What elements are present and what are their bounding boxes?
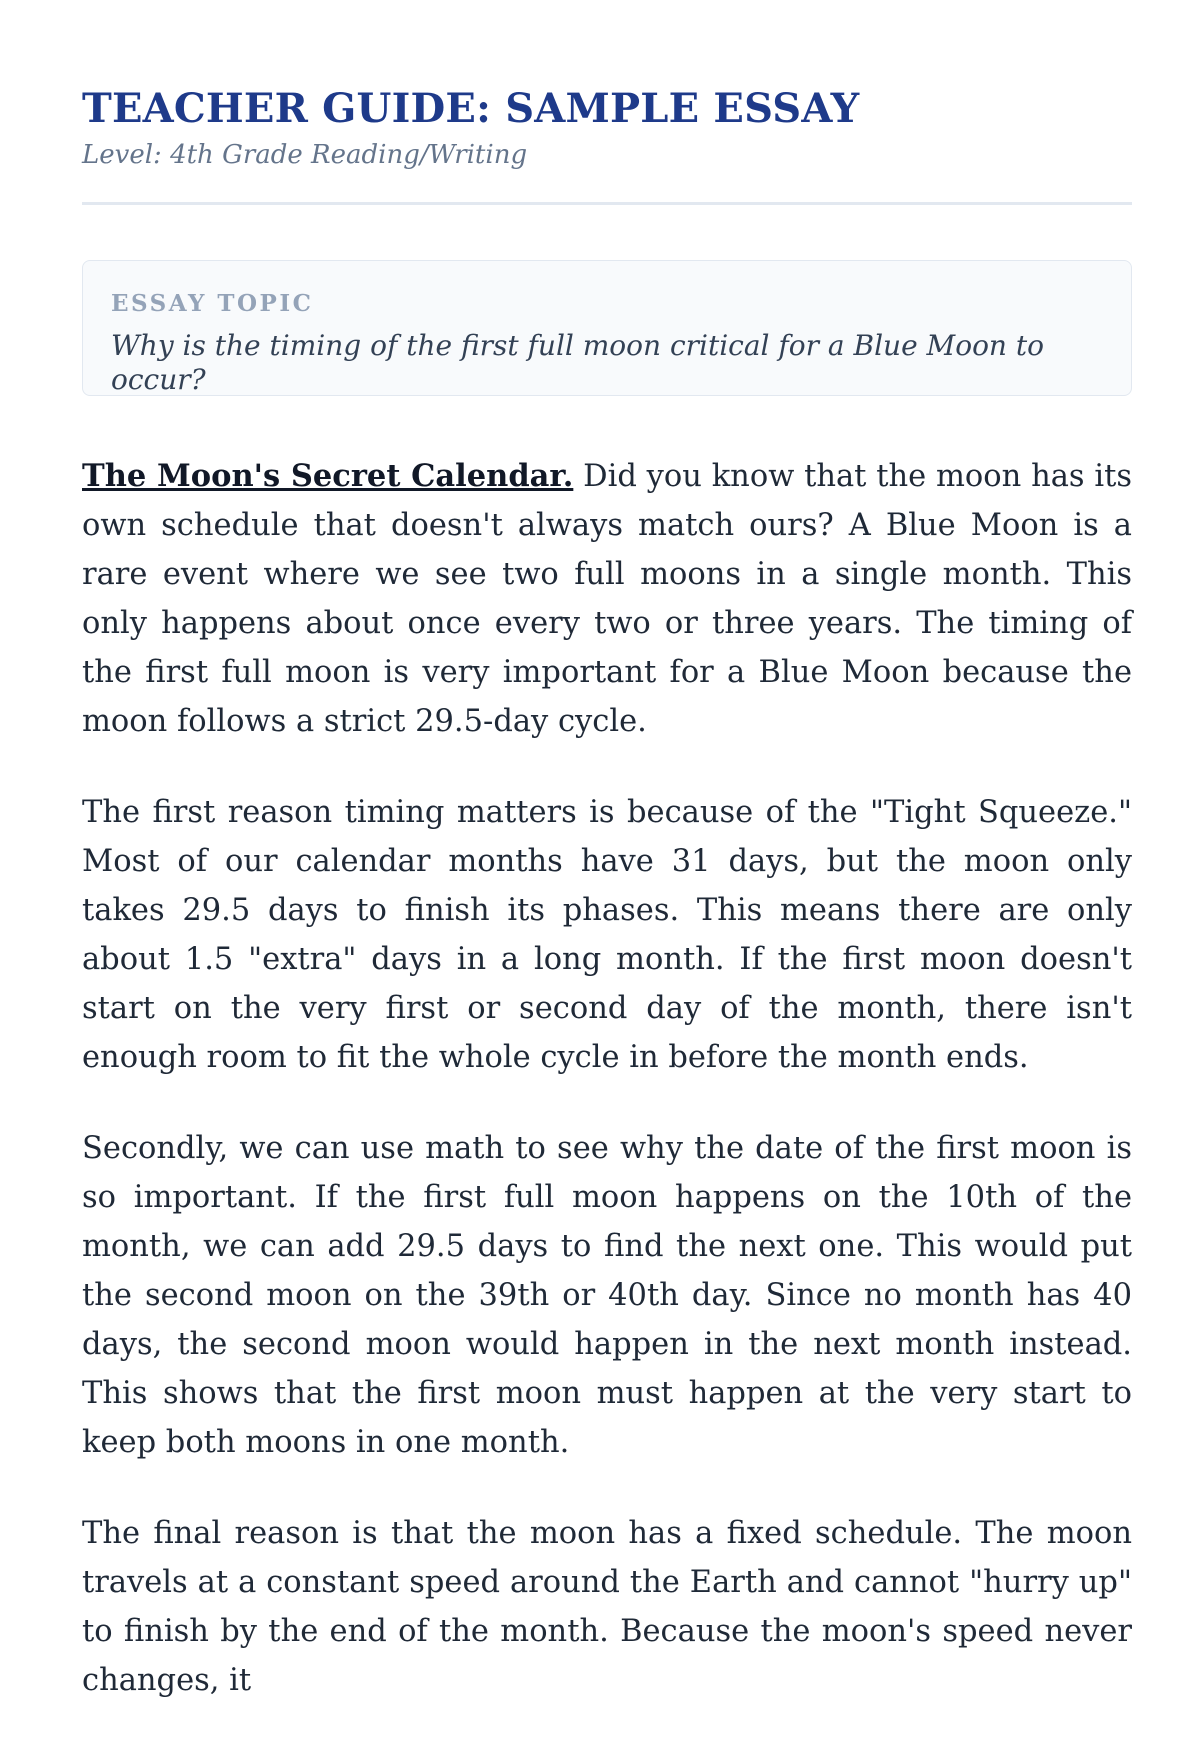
essay-paragraph-4: The final reason is that the moon has a fixed schedule. The moon travels at a constant speed around the Earth and cannot "hurry up" to finish by the end of the month. Because the moon's speed never changes, it (82, 1516, 1132, 1698)
essay-topic-label: ESSAY TOPIC (111, 290, 314, 317)
document-page (82, 84, 1132, 1747)
essay-topic-box (82, 260, 1132, 396)
essay-heading: The Moon's Secret Calendar. (82, 458, 574, 494)
essay-paragraph-1-text: Did you know that the moon has its own schedule that doesn't always match ours? A Blue Moon is a rare event where we see two full moons in a single month. This only happens about once every two or three years. The timing of the first full moon is very important for a Blue Moon because the moon follows a strict 29.5-day cycle. (82, 459, 1133, 739)
page-title: TEACHER GUIDE: SAMPLE ESSAY (82, 85, 860, 132)
essay-body (82, 452, 1132, 1705)
essay-paragraph-2: The first reason timing matters is because of the "Tight Squeeze." Most of our calendar months have 31 days, but the moon only takes 29.5 days to finish its phases. This means there are only about 1.5 "extra" days in a long month. If the first moon doesn't start on the very first or second day of the month, there isn't enough room to fit the whole cycle in before the month ends. (82, 795, 1132, 1075)
essay-paragraph-1 (82, 452, 1132, 746)
essay-paragraph-3: Secondly, we can use math to see why the date of the first moon is so important. If the first full moon happens on the 10th of the month, we can add 29.5 days to find the next one. This would put the second moon on the 39th or 40th day. Since no month has 40 days, the second moon would happen in the next month instead. This shows that the first moon must happen at the very start to keep both moons in one month. (82, 1131, 1132, 1460)
grade-level-subtitle: Level: 4th Grade Reading/Writing (82, 140, 528, 170)
essay-topic-question: Why is the timing of the first full moon critical for a Blue Moon to occur? (111, 329, 1044, 396)
header-divider (82, 202, 1132, 205)
